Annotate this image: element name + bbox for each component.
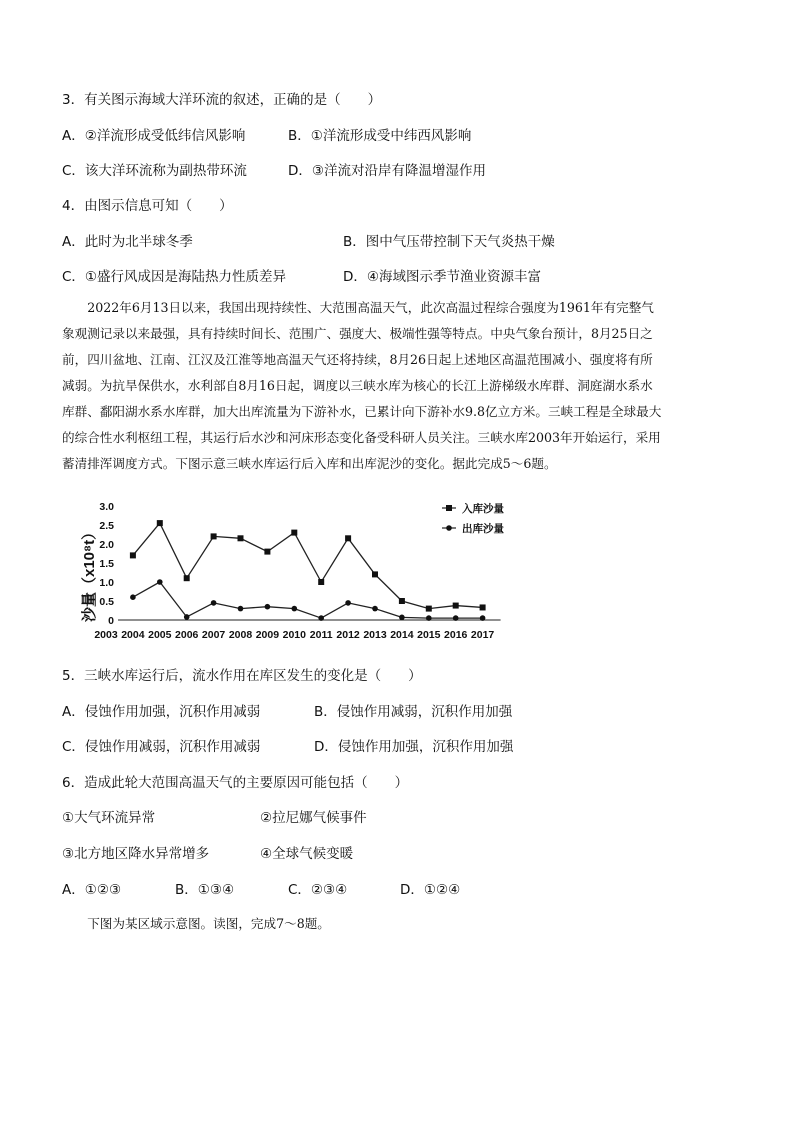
data-point-outflow bbox=[372, 606, 378, 612]
data-point-inflow bbox=[372, 571, 378, 577]
x-tick-label: 2015 bbox=[417, 629, 441, 641]
x-tick-label: 2009 bbox=[255, 629, 280, 641]
q3-option-c: C．该大洋环流称为副热带环流 bbox=[62, 163, 247, 179]
data-point-outflow bbox=[157, 579, 163, 585]
data-point-outflow bbox=[265, 604, 271, 610]
data-point-outflow bbox=[399, 615, 405, 621]
series-line bbox=[133, 582, 483, 618]
passage-line: 库群、鄱阳湖水系水库群，加大出库流量为下游补水，已累计向下游补水9.8亿立方米。三峡工程是全球最大 bbox=[62, 404, 662, 419]
data-point-inflow bbox=[345, 535, 351, 541]
y-tick-label: 1.5 bbox=[99, 558, 114, 570]
data-point-outflow bbox=[130, 594, 136, 600]
x-tick-label: 2017 bbox=[470, 629, 495, 641]
x-tick-label: 2004 bbox=[121, 629, 145, 641]
q3-option-d: D．③洋流对沿岸有降温增湿作用 bbox=[288, 163, 486, 179]
q6-option-a: A．①②③ bbox=[62, 882, 122, 898]
legend-label: 入库沙量 bbox=[462, 503, 504, 515]
x-tick-label: 2016 bbox=[444, 629, 468, 641]
q4-option-a: A．此时为北半球冬季 bbox=[62, 234, 193, 250]
x-tick-label: 2010 bbox=[282, 629, 306, 641]
x-tick-label: 2013 bbox=[363, 629, 387, 641]
q6-stem: 6．造成此轮大范围高温天气的主要原因可能包括（ ） bbox=[62, 775, 409, 791]
legend-marker-square bbox=[446, 505, 452, 511]
data-point-outflow bbox=[184, 614, 190, 620]
x-tick-label: 2012 bbox=[336, 629, 360, 641]
data-point-outflow bbox=[292, 606, 298, 612]
data-point-inflow bbox=[318, 579, 324, 585]
y-tick-label: 0 bbox=[108, 615, 114, 627]
y-axis-label: 沙量（x10⁸t） bbox=[81, 524, 98, 622]
passage-line: 减弱。为抗旱保供水，水利部自8月16日起，调度以三峡水库为核心的长江上游梯级水库群、洞庭湖水系水 bbox=[62, 378, 653, 393]
data-point-inflow bbox=[184, 575, 190, 581]
q6-item-4: ④全球气候变暖 bbox=[260, 846, 354, 862]
q4-option-b: B．图中气压带控制下天气炎热干燥 bbox=[343, 234, 555, 250]
passage-line: 象观测记录以来最强，具有持续时间长、范围广、强度大、极端性强等特点。中央气象台预计，8月25日之 bbox=[62, 326, 653, 341]
data-point-outflow bbox=[211, 600, 217, 606]
passage-map-intro: 下图为某区域示意图。读图，完成7～8题。 bbox=[62, 916, 330, 931]
data-point-outflow bbox=[345, 600, 351, 606]
passage-heatwave bbox=[62, 295, 736, 477]
x-tick-label: 2008 bbox=[228, 629, 253, 641]
q6-option-b: B．①③④ bbox=[175, 882, 235, 898]
data-point-inflow bbox=[453, 603, 459, 609]
x-tick-label: 2011 bbox=[309, 629, 333, 641]
q5-option-d: D．侵蚀作用加强，沉积作用加强 bbox=[314, 739, 514, 755]
data-point-inflow bbox=[211, 533, 217, 539]
y-tick-label: 0.5 bbox=[99, 596, 114, 608]
y-tick-label: 2.0 bbox=[99, 539, 114, 551]
x-tick-label: 2007 bbox=[201, 629, 226, 641]
q5-option-c: C．侵蚀作用减弱，沉积作用减弱 bbox=[62, 739, 261, 755]
q6-option-d: D．①②④ bbox=[400, 882, 461, 898]
x-tick-label: 2005 bbox=[148, 629, 172, 641]
q6-item-3: ③北方地区降水异常增多 bbox=[62, 846, 210, 862]
q6-option-c: C．②③④ bbox=[288, 882, 348, 898]
q5-stem: 5．三峡水库运行后，流水作用在库区发生的变化是（ ） bbox=[62, 668, 422, 684]
data-point-outflow bbox=[318, 615, 324, 621]
q6-item-1: ①大气环流异常 bbox=[62, 810, 156, 826]
data-point-outflow bbox=[480, 615, 486, 621]
q4-stem: 4．由图示信息可知（ ） bbox=[62, 198, 233, 214]
x-tick-label: 2014 bbox=[390, 629, 414, 641]
y-tick-label: 2.5 bbox=[99, 520, 114, 532]
q4-option-c: C．①盛行风成因是海陆热力性质差异 bbox=[62, 269, 287, 285]
q3-option-b: B．①洋流形成受中纬西风影响 bbox=[288, 128, 472, 144]
y-tick-label: 1.0 bbox=[99, 577, 114, 589]
x-tick-label: 2006 bbox=[175, 629, 199, 641]
x-tick-label: 2003 bbox=[94, 629, 118, 641]
data-point-inflow bbox=[264, 549, 270, 555]
data-point-inflow bbox=[426, 606, 432, 612]
data-point-inflow bbox=[238, 535, 244, 541]
legend-marker-circle bbox=[446, 525, 452, 531]
data-point-inflow bbox=[157, 520, 163, 526]
y-tick-label: 3.0 bbox=[99, 501, 114, 513]
data-point-inflow bbox=[480, 604, 486, 610]
sediment-chart bbox=[66, 494, 536, 646]
q5-option-a: A．侵蚀作用加强，沉积作用减弱 bbox=[62, 704, 261, 720]
series-line bbox=[133, 523, 483, 609]
data-point-inflow bbox=[291, 530, 297, 536]
passage-line: 前，四川盆地、江南、江汉及江淮等地高温天气还将持续，8月26日起上述地区高温范围减小、强度将有所 bbox=[62, 352, 653, 367]
passage-line: 2022年6月13日以来，我国出现持续性、大范围高温天气，此次高温过程综合强度为1961年有完整气 bbox=[62, 300, 654, 315]
data-point-outflow bbox=[453, 615, 459, 621]
q6-item-2: ②拉尼娜气候事件 bbox=[260, 810, 367, 826]
data-point-inflow bbox=[130, 552, 136, 558]
passage-line: 的综合性水利枢纽工程，其运行后水沙和河床形态变化备受科研人员关注。三峡水库2003年开始运行，采用 bbox=[62, 430, 661, 445]
data-point-inflow bbox=[399, 598, 405, 604]
q3-option-a: A．②洋流形成受低纬信风影响 bbox=[62, 128, 246, 144]
data-point-outflow bbox=[426, 615, 432, 621]
passage-line: 蓄清排浑调度方式。下图示意三峡水库运行后入库和出库泥沙的变化。据此完成5～6题。 bbox=[62, 456, 557, 471]
data-point-outflow bbox=[238, 606, 244, 612]
legend-label: 出库沙量 bbox=[462, 523, 504, 535]
q3-stem: 3．有关图示海域大洋环流的叙述，正确的是（ ） bbox=[62, 92, 382, 108]
q5-option-b: B．侵蚀作用减弱，沉积作用加强 bbox=[314, 704, 513, 720]
q4-option-d: D．④海域图示季节渔业资源丰富 bbox=[343, 269, 541, 285]
